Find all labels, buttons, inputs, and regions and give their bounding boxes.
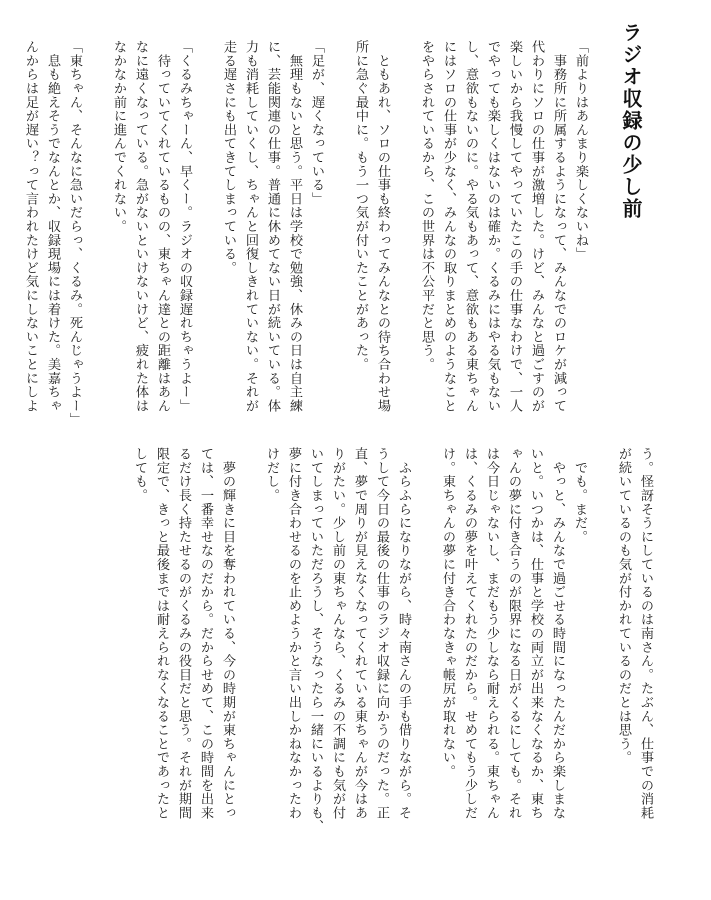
page-title: ラジオ収録の少し前 [619,22,643,220]
body-text-lower: う。怪訝そうにしているのは南さん。たぶん、仕事での消耗 が続いているのも気が付かれているのだとは思う。 でも。まだ。 やっと、みんなで過ごせる時間になったんだから楽しまな いと。いつかは、仕事と学校の両立が出来なくなるか、東ち ゃんの夢に付き合うのが限界になる日がくるにしても。それ は今日じゃないし、まだもう少しなら耐えられる。東ちゃん は、くるみの夢を叶えてくれたのだから。せめてもう少しだ け。東ちゃんの夢に付き合わなきゃ帳尻が取れない。 ふらふらになりながら、時々南さんの手も借りながら。そ うして今日の最後の仕事のラジオ収録に向かうのだった。正 直、夢で周りが見えなくなってくれている東ちゃんが今はあ りがたい。少し前の東ちゃんなら、くるみの不調にも気が付 いてしまっていただろうし、そうなったら一緒にいるよりも、 夢に付き合わせるのを止めようかと言い出しかねなかったわ けだし。 夢の輝きに目を奪われている、今の時期が東ちゃんにとっ ては、一番幸せなのだから。だからせめて、この時間を出来 るだけ長く持たせるのがくるみの役目だと思う。それが期間 限定で、きっと最後までは耐えられなくなることであったと しても。 [132,447,653,834]
body-text-upper: 「前よりはあんまり楽しくないね」 事務所に所属するようになって、みんなでのロケが減って 代わりにソロの仕事が激増した。けど、みんなと過ごすのが 楽しいから我慢してやっていたこの手の仕事なわけで、一人 でやっても楽しくはないのは確か。くるみにはやる気もない し、意欲もないのに。やる気もあって、意欲もある東ちゃん にはソロの仕事が少なく、みんなの取りまとめのようなこと をやらされているから、この世界は不公平だと思う。 ともあれ、ソロの仕事も終わってみんなとの待ち合わせ場 所に急ぐ最中に。もう一つ気が付いたことがあった。 「足が、遅くなっている」 無理もないと思う。平日は学校で勉強、休みの日は自主練 に、芸能関連の仕事。普通に休めてない日が続いている。体 力も消耗していくし、ちゃんと回復しきれていない。それが 走る遅さにも出てきてしまっている。 「くるみちゃーん、早くー。ラジオの収録遅れちゃうよー」 待っていてくれているものの、東ちゃん達との距離はあん なに遠くなっている。急がないといけないけど、疲れた体は なかなか前に進んでくれない。 「東ちゃん、そんなに急いだらっ、くるみ。死んじゃうよー」 息も絶えそうでなんとか、収録現場には着けた。美嘉ちゃ んからは足が遅い？って言われたけど気にしないことにしよ [23,40,588,427]
